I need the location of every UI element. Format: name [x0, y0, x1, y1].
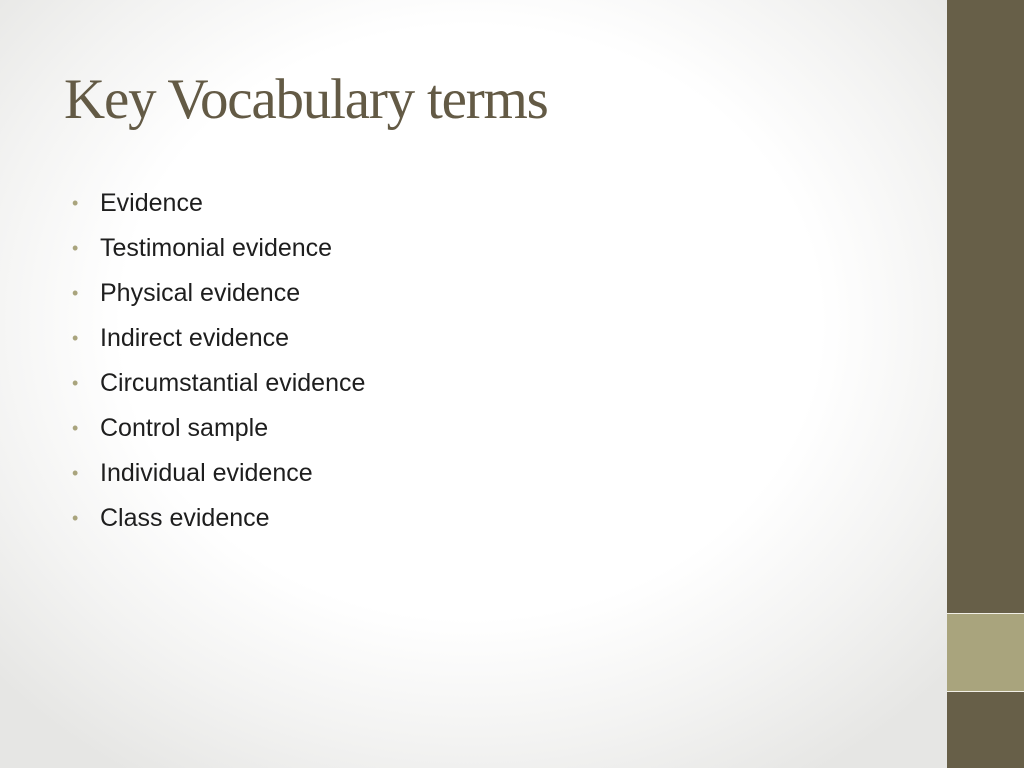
list-item [72, 271, 365, 316]
slide-title: Key Vocabulary terms [64, 68, 548, 131]
list-item-label: Control sample [100, 414, 269, 442]
bullet-icon: • [72, 418, 79, 438]
vocabulary-list [72, 181, 365, 541]
list-item [72, 226, 365, 271]
bullet-icon: • [72, 373, 79, 393]
list-item [72, 451, 365, 496]
list-item-label: Class evidence [100, 504, 270, 532]
list-item-label: Indirect evidence [100, 324, 290, 352]
list-item-label: Individual evidence [100, 459, 313, 487]
list-item-label: Circumstantial evidence [100, 369, 366, 397]
side-accent-block [947, 614, 1024, 691]
bullet-icon: • [72, 193, 79, 213]
list-item [72, 316, 365, 361]
bullet-icon: • [72, 463, 79, 483]
bullet-icon: • [72, 328, 79, 348]
list-item [72, 406, 365, 451]
list-item [72, 361, 365, 406]
side-divider-bottom [947, 691, 1024, 692]
list-item-label: Testimonial evidence [100, 234, 333, 262]
list-item [72, 496, 365, 541]
bullet-icon: • [72, 508, 79, 528]
bullet-icon: • [72, 238, 79, 258]
bullet-icon: • [72, 283, 79, 303]
list-item [72, 181, 365, 226]
list-item-label: Physical evidence [100, 279, 301, 307]
list-item-label: Evidence [100, 189, 203, 217]
